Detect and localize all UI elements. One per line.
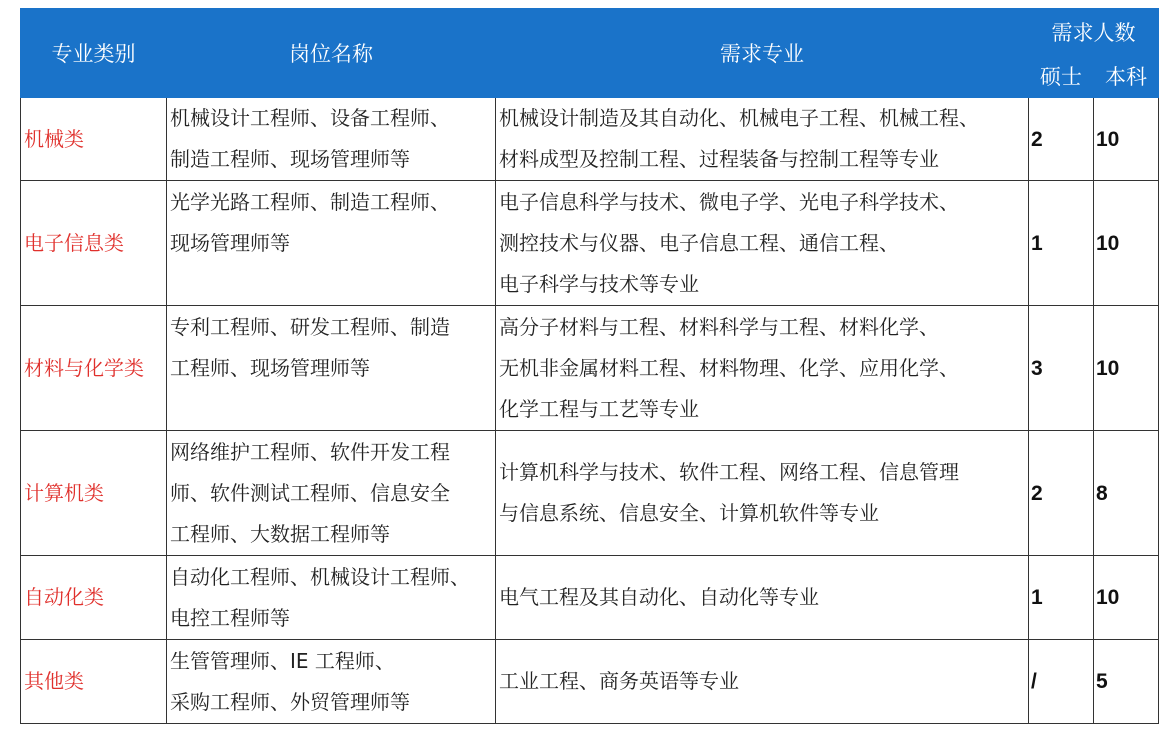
bachelor-count: 10 [1094, 98, 1159, 181]
position-line: 专利工程师、研发工程师、制造 [170, 314, 450, 339]
table-row [21, 306, 1159, 431]
position-line: 光学光路工程师、制造工程师、 [170, 189, 450, 214]
header-bachelor: 本科 [1094, 55, 1159, 98]
master-count: 2 [1029, 98, 1094, 181]
header-category: 专业类别 [21, 9, 167, 98]
table-row [21, 98, 1159, 181]
bachelor-count: 5 [1094, 640, 1159, 724]
bachelor-count: 10 [1094, 556, 1159, 640]
major-line: 电子科学与技术等专业 [499, 271, 699, 296]
major-line: 工业工程、商务英语等专业 [499, 669, 739, 693]
major-line: 与信息系统、信息安全、计算机软件等专业 [499, 501, 879, 525]
header-major: 需求专业 [496, 9, 1029, 98]
category-cell: 机械类 [21, 98, 167, 181]
position-cell [167, 98, 496, 181]
major-cell [496, 181, 1029, 306]
major-cell [496, 556, 1029, 640]
position-line: 工程师、大数据工程师等 [170, 521, 390, 546]
position-cell [167, 181, 496, 306]
position-line: 自动化工程师、机械设计工程师、 [170, 564, 470, 589]
major-line: 机械设计制造及其自动化、机械电子工程、机械工程、 [499, 106, 979, 130]
master-count: / [1029, 640, 1094, 724]
position-line: 网络维护工程师、软件开发工程 [170, 439, 450, 464]
master-count: 3 [1029, 306, 1094, 431]
major-line: 高分子材料与工程、材料科学与工程、材料化学、 [499, 314, 939, 339]
position-line: 机械设计工程师、设备工程师、 [170, 106, 450, 130]
major-cell [496, 306, 1029, 431]
position-line [170, 264, 493, 305]
table-row [21, 556, 1159, 640]
position-line: 工程师、现场管理师等 [170, 355, 370, 380]
position-cell [167, 306, 496, 431]
position-cell [167, 556, 496, 640]
category-cell: 自动化类 [21, 556, 167, 640]
major-cell [496, 431, 1029, 556]
major-line: 电子信息科学与技术、微电子学、光电子科学技术、 [499, 189, 959, 214]
major-line: 计算机科学与技术、软件工程、网络工程、信息管理 [499, 460, 959, 484]
position-line: 师、软件测试工程师、信息安全 [170, 480, 450, 505]
position-line: 制造工程师、现场管理师等 [170, 147, 410, 171]
header-position: 岗位名称 [167, 9, 496, 98]
position-line: 现场管理师等 [170, 230, 290, 255]
major-cell [496, 98, 1029, 181]
bachelor-count: 10 [1094, 181, 1159, 306]
position-line: 电控工程师等 [170, 605, 290, 630]
category-cell: 电子信息类 [21, 181, 167, 306]
bachelor-count: 8 [1094, 431, 1159, 556]
major-line: 无机非金属材料工程、材料物理、化学、应用化学、 [499, 355, 959, 380]
position-line: 采购工程师、外贸管理师等 [170, 689, 410, 714]
bachelor-count: 10 [1094, 306, 1159, 431]
major-line: 电气工程及其自动化、自动化等专业 [499, 585, 819, 609]
category-cell: 其他类 [21, 640, 167, 724]
master-count: 1 [1029, 556, 1094, 640]
header-master: 硕士 [1029, 55, 1094, 98]
position-line [170, 389, 493, 430]
major-line: 测控技术与仪器、电子信息工程、通信工程、 [499, 230, 899, 255]
position-cell [167, 431, 496, 556]
major-cell [496, 640, 1029, 724]
category-cell: 材料与化学类 [21, 306, 167, 431]
major-line: 材料成型及控制工程、过程装备与控制工程等专业 [499, 147, 939, 171]
major-line: 化学工程与工艺等专业 [499, 396, 699, 421]
master-count: 2 [1029, 431, 1094, 556]
table-row [21, 640, 1159, 724]
position-cell [167, 640, 496, 724]
recruitment-table [20, 8, 1159, 724]
master-count: 1 [1029, 181, 1094, 306]
category-cell: 计算机类 [21, 431, 167, 556]
table-row [21, 181, 1159, 306]
table-row [21, 431, 1159, 556]
header-demand: 需求人数 [1029, 9, 1159, 55]
position-line: 生管管理师、IE 工程师、 [170, 648, 395, 673]
